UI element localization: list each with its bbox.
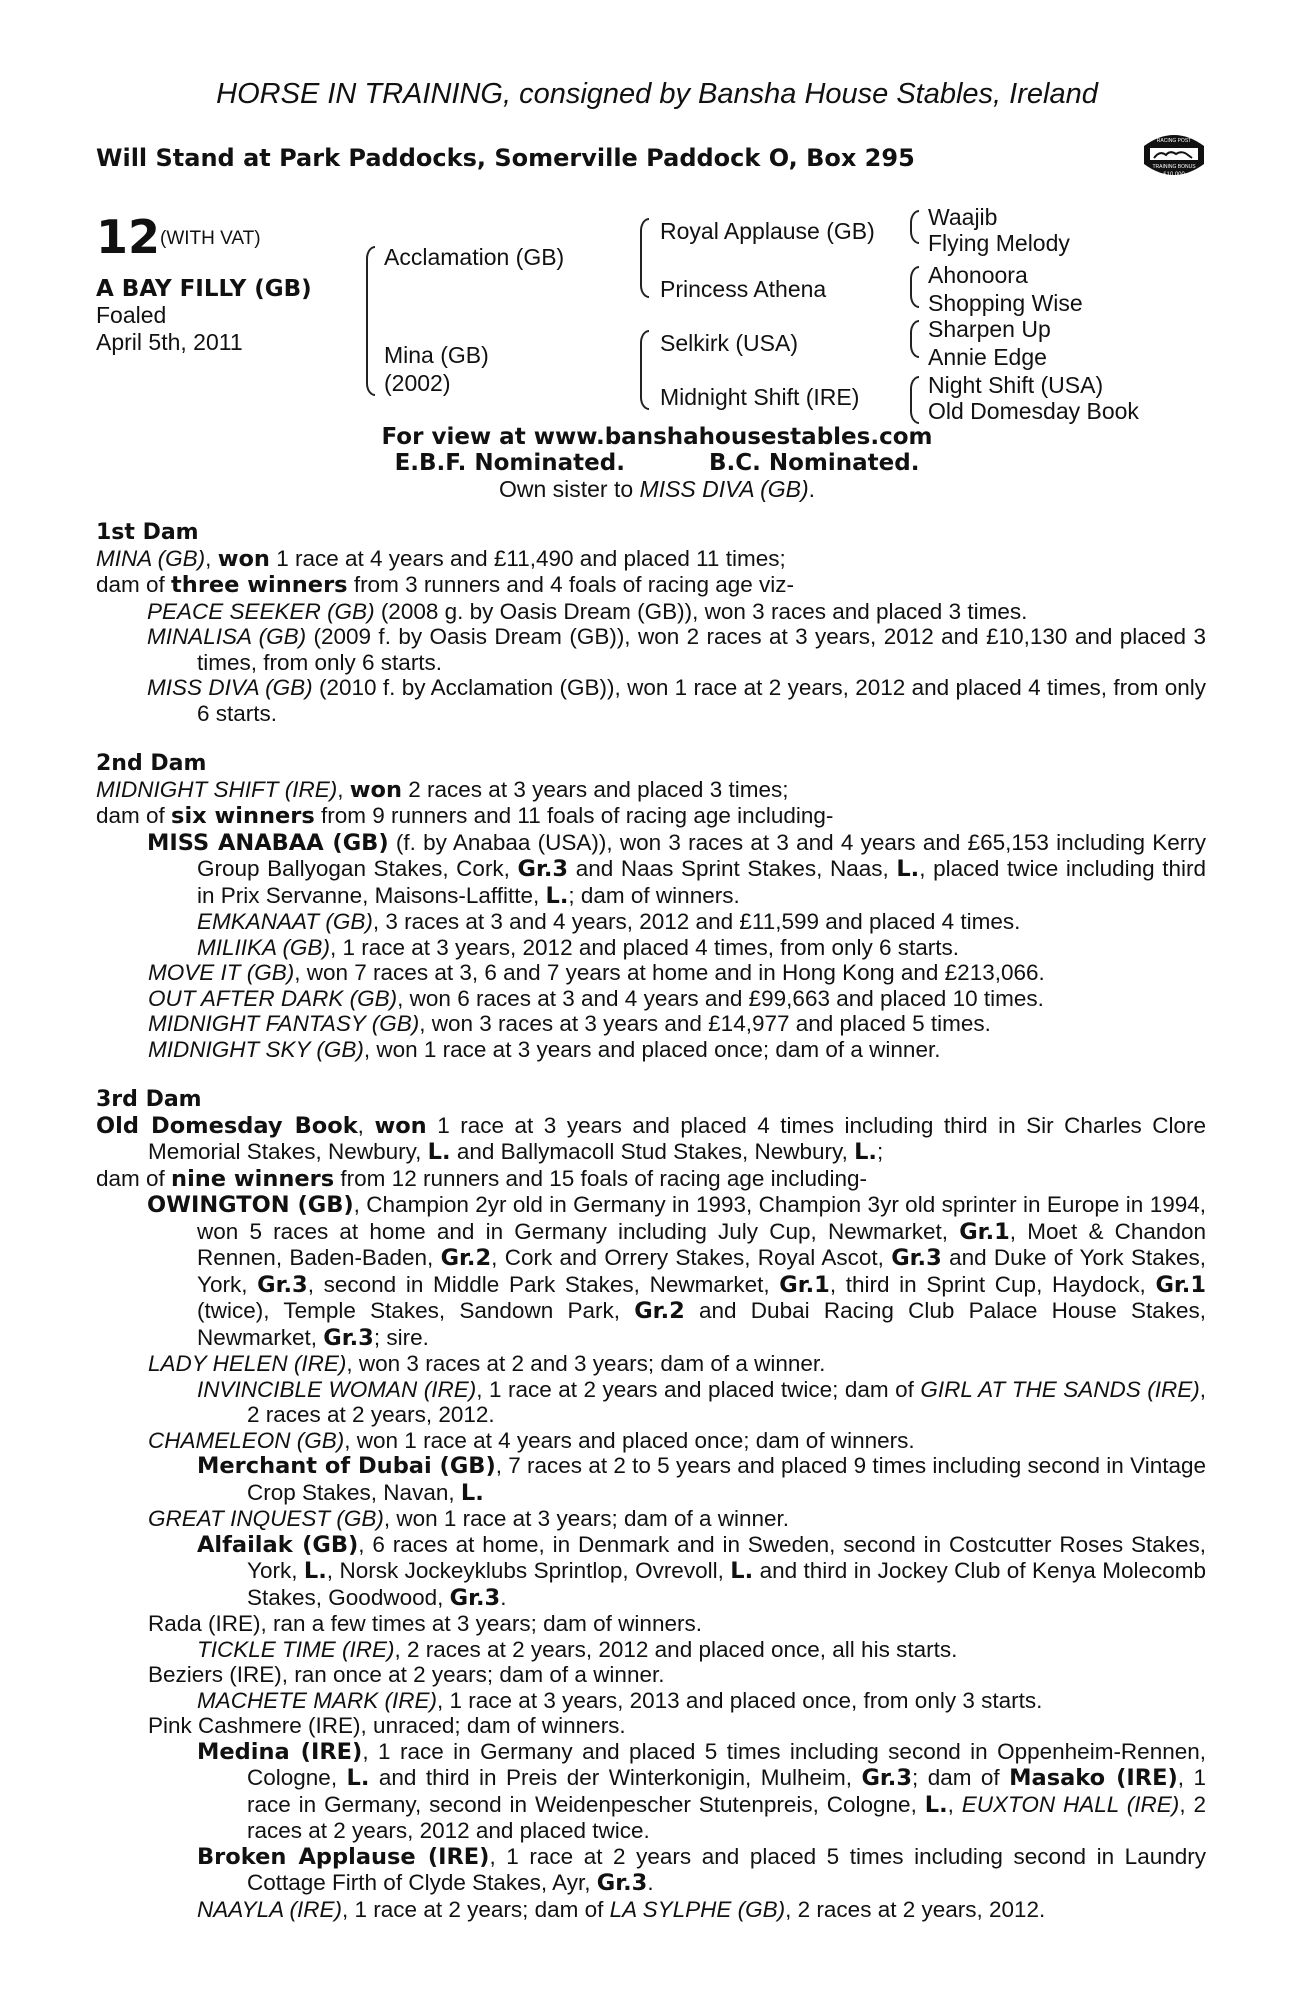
own-sister-name: MISS DIVA (GB) <box>639 476 809 502</box>
training-bonus-badge-icon <box>1140 128 1208 184</box>
third-dam-produce: dam of nine winners from 12 runners and 15 foals of racing age including- <box>96 1165 867 1192</box>
list-item: OUT AFTER DARK (GB), won 6 races at 3 and 4 years and £99,663 and placed 10 times. <box>148 985 1044 1011</box>
pedigree-dam: Mina (GB) <box>384 342 489 368</box>
pedigree-sire-dam: Princess Athena <box>660 276 827 302</box>
pedigree-brace-g3 <box>910 320 919 358</box>
pedigree-sire-sire: Royal Applause (GB) <box>660 218 875 244</box>
third-dam-heading: 3rd Dam <box>96 1087 202 1112</box>
pedigree-brace-sire <box>640 218 649 298</box>
pedigree-g2: Flying Melody <box>928 230 1070 256</box>
list-item: NAAYLA (IRE), 1 race at 2 years; dam of LA SYLPHE (GB), 2 races at 2 years, 2012. <box>197 1896 1046 1922</box>
svg-text:TRAINING BONUS: TRAINING BONUS <box>1152 164 1196 170</box>
list-item: GREAT INQUEST (GB), won 1 race at 3 years; dam of a winner. <box>148 1506 790 1531</box>
list-item: TICKLE TIME (IRE), 2 races at 2 years, 2012 and placed once, all his starts. <box>197 1636 958 1662</box>
list-item: MISS DIVA (GB) (2010 f. by Acclamation (GB)), won 1 race at 2 years, 2012 and placed 4 times, from only 6 starts. <box>147 675 1206 726</box>
pedigree-g6: Annie Edge <box>928 344 1047 370</box>
pedigree-brace-dam <box>640 330 649 410</box>
lot-number: 12 <box>96 210 161 264</box>
list-item: MILIIKA (GB), 1 race at 3 years, 2012 and placed 4 times, from only 6 starts. <box>197 934 960 960</box>
view-website: For view at www.banshahousestables.com <box>381 424 933 450</box>
pedigree-g4: Shopping Wise <box>928 290 1083 316</box>
page-title: HORSE IN TRAINING, consigned by Bansha House Stables, Ireland <box>216 78 1098 110</box>
bc-nominated: B.C. Nominated. <box>708 450 920 476</box>
pedigree-dam-dam: Midnight Shift (IRE) <box>660 384 860 410</box>
list-item: Medina (IRE), 1 race in Germany and placed 5 times including second in Oppenheim-Rennen, Cologne, L. and third in Preis der Winterkonigin, Mulheim, Gr.3; dam of Masako (IRE), 1 race in Germany, second in Weidenpescher Stutenpreis, Cologne, L., EUXTON HALL (IRE), 2 races at 2 years, 2012 and placed twice. <box>197 1738 1206 1843</box>
first-dam-heading: 1st Dam <box>96 520 199 545</box>
list-item: EMKANAAT (GB), 3 races at 3 and 4 years, 2012 and £11,599 and placed 4 times. <box>197 909 1021 934</box>
pedigree-sire: Acclamation (GB) <box>384 244 565 270</box>
pedigree-brace-main <box>366 246 375 396</box>
list-item: Alfailak (GB), 6 races at home, in Denmark and in Sweden, second in Costcutter Roses Stakes, York, L., Norsk Jockeyklubs Sprintlop, Ovrevoll, L. and third in Jockey Club of Kenya Molecomb Stakes, Goodwood, Gr.3. <box>197 1531 1207 1611</box>
second-dam-produce: dam of six winners from 9 runners and 11 foals of racing age including- <box>96 803 834 829</box>
pedigree-brace-g4 <box>910 376 919 424</box>
list-item: LADY HELEN (IRE), won 3 races at 2 and 3 years; dam of a winner. <box>148 1351 826 1376</box>
second-dam-heading: 2nd Dam <box>96 751 207 776</box>
list-item: Broken Applause (IRE), 1 race at 2 years and placed 5 times including second in Laundry Cottage Firth of Clyde Stakes, Ayr, Gr.3. <box>197 1843 1206 1896</box>
svg-text:£10,000: £10,000 <box>1163 172 1185 178</box>
list-item: CHAMELEON (GB), won 1 race at 4 years and placed once; dam of winners. <box>148 1427 915 1453</box>
pedigree-notes <box>96 520 1206 1922</box>
pedigree-g1: Waajib <box>928 204 998 230</box>
lot-description: A BAY FILLY (GB) <box>96 276 312 302</box>
list-item: MOVE IT (GB), won 7 races at 3, 6 and 7 years at home and in Hong Kong and £213,066. <box>148 960 1045 985</box>
pedigree-g5: Sharpen Up <box>928 316 1051 342</box>
ebf-nominated: E.B.F. Nominated. <box>394 450 625 476</box>
nominations <box>0 450 1314 476</box>
first-dam-produce: dam of three winners from 3 runners and 4 foals of racing age viz- <box>96 572 795 598</box>
list-item: Pink Cashmere (IRE), unraced; dam of winners. <box>148 1713 626 1738</box>
list-item: OWINGTON (GB), Champion 2yr old in Germany in 1993, Champion 3yr old sprinter in Europe in 1994, won 5 races at home and in Germany including July Cup, Newmarket, Gr.1, Moet & Chandon Rennen, Baden-Baden, Gr.2, Cork and Orrery Stakes, Royal Ascot, Gr.3 and Duke of York Stakes, York, Gr.3, second in Middle Park Stakes, Newmarket, Gr.1, third in Sprint Cup, Haydock, Gr.1 (twice), Temple Stakes, Sandown Park, Gr.2 and Dubai Racing Club Palace House Stakes, Newmarket, Gr.3; sire. <box>147 1192 1207 1351</box>
list-item: MIDNIGHT FANTASY (GB), won 3 races at 3 years and £14,977 and placed 5 times. <box>148 1011 991 1036</box>
list-item: Rada (IRE), ran a few times at 3 years; dam of winners. <box>148 1611 702 1636</box>
foaled-date: April 5th, 2011 <box>96 329 243 355</box>
list-item: MACHETE MARK (IRE), 1 race at 3 years, 2013 and placed once, from only 3 starts. <box>197 1687 1043 1713</box>
third-dam-record: Old Domesday Book, won 1 race at 3 years and placed 4 times including third in Sir Charles Clore Memorial Stakes, Newbury, L. and Ballymacoll Stud Stakes, Newbury, L.; <box>96 1112 1206 1165</box>
pedigree-g7: Night Shift (USA) <box>928 372 1104 398</box>
stand-location: Will Stand at Park Paddocks, Somerville Paddock O, Box 295 <box>96 144 915 172</box>
pedigree-g8: Old Domesday Book <box>928 398 1139 424</box>
list-item: MIDNIGHT SKY (GB), won 1 race at 3 years and placed once; dam of a winner. <box>148 1036 941 1062</box>
list-item: MINALISA (GB) (2009 f. by Oasis Dream (GB)), won 2 races at 3 years, 2012 and £10,130 and placed 3 times, from only 6 starts. <box>147 624 1206 675</box>
pedigree-g3: Ahonoora <box>928 262 1028 288</box>
foaled-label: Foaled <box>96 302 167 328</box>
vat-label: (WITH VAT) <box>160 228 261 249</box>
pedigree-brace-g1 <box>910 210 919 244</box>
pedigree-dam-year: (2002) <box>384 370 451 396</box>
own-sister: Own sister to MISS DIVA (GB). <box>498 476 816 502</box>
list-item: Beziers (IRE), ran once at 2 years; dam of a winner. <box>148 1662 665 1687</box>
second-dam-record: MIDNIGHT SHIFT (IRE), won 2 races at 3 years and placed 3 times; <box>96 776 789 803</box>
svg-text:RACING POST: RACING POST <box>1156 138 1192 144</box>
pedigree-dam-sire: Selkirk (USA) <box>660 330 799 356</box>
foaled-info <box>96 302 243 356</box>
list-item: Merchant of Dubai (GB), 7 races at 2 to 5 years and placed 9 times including second in Vintage Crop Stakes, Navan, L. <box>197 1453 1206 1506</box>
list-item: MISS ANABAA (GB) (f. by Anabaa (USA)), won 3 races at 3 and 4 years and £65,153 including Kerry Group Ballyogan Stakes, Cork, Gr.3 and Naas Sprint Stakes, Naas, L., placed twice including third in Prix Servanne, Maisons-Laffitte, L.; dam of winners. <box>147 829 1206 909</box>
pedigree-brace-g2 <box>910 266 919 308</box>
list-item: INVINCIBLE WOMAN (IRE), 1 race at 2 years and placed twice; dam of GIRL AT THE SANDS (IRE), 2 races at 2 years, 2012. <box>197 1376 1206 1427</box>
first-dam-record: MINA (GB), won 1 race at 4 years and £11,490 and placed 11 times; <box>96 545 786 572</box>
list-item: PEACE SEEKER (GB) (2008 g. by Oasis Dream (GB)), won 3 races and placed 3 times. <box>147 598 1028 624</box>
